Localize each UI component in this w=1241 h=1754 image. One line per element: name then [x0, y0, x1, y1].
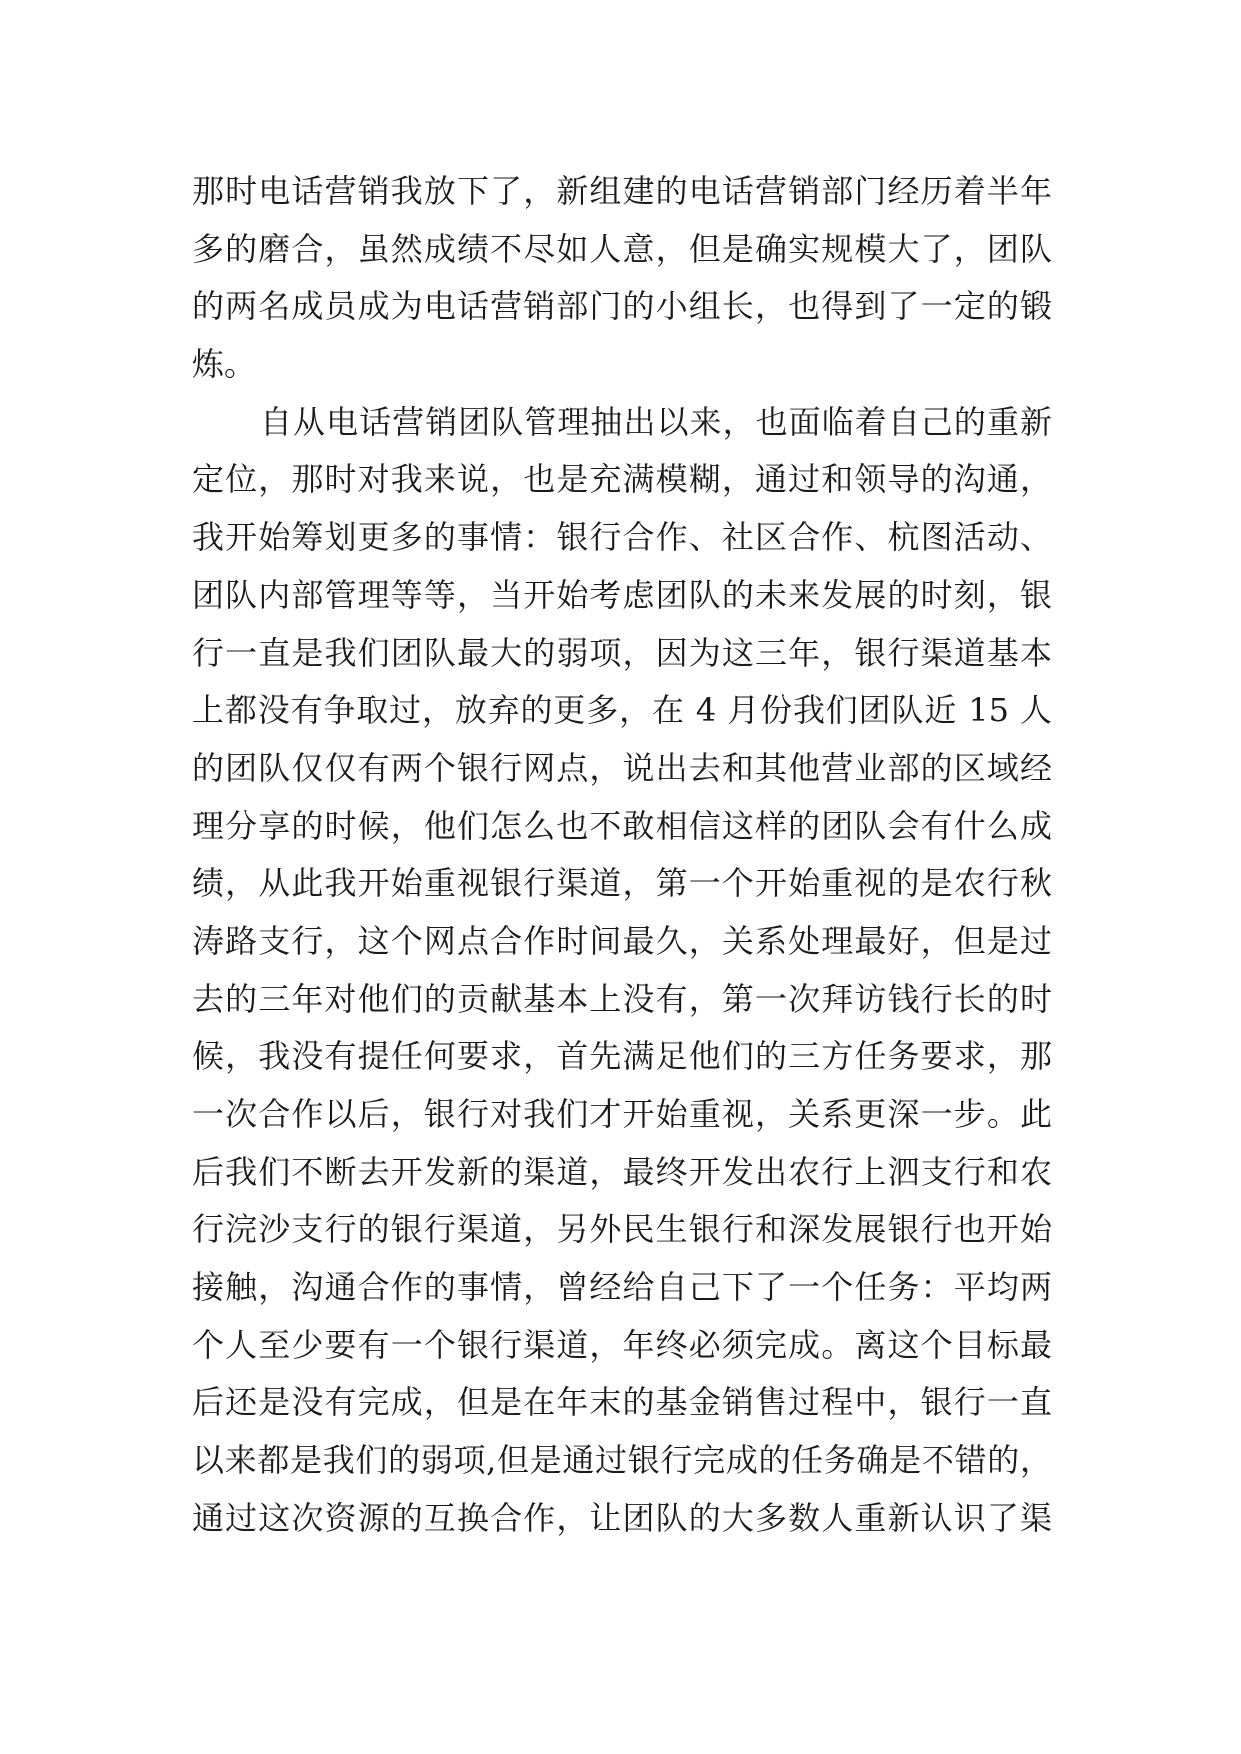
text-line: 行一直是我们团队最大的弱项，因为这三年，银行渠道基本	[192, 633, 1052, 672]
text-line: 行浣沙支行的银行渠道，另外民生银行和深发展银行也开始	[192, 1210, 1052, 1249]
text-line: 一次合作以后，银行对我们才开始重视，关系更深一步。此	[192, 1095, 1052, 1133]
text-line: 后我们不断去开发新的渠道，最终开发出农行上泗支行和农	[192, 1152, 1052, 1191]
text-line: 以来都是我们的弱项,但是通过银行完成的任务确是不错的，	[192, 1441, 1052, 1480]
text-line: 绩，从此我开始重视银行渠道，第一个开始重视的是农行秋	[192, 864, 1052, 903]
text-line: 理分享的时候，他们怎么也不敢相信这样的团队会有什么成	[192, 806, 1052, 845]
text-line: 我开始筹划更多的事情：银行合作、社区合作、杭图活动、	[192, 518, 1052, 557]
paragraph-end-line: 炼。	[192, 345, 257, 384]
text-line: 定位，那时对我来说，也是充满模糊，通过和领导的沟通，	[192, 460, 1052, 499]
text-line: 那时电话营销我放下了，新组建的电话营销部门经历着半年	[192, 172, 1052, 210]
text-line: 接触，沟通合作的事情，曾经给自己下了一个任务：平均两	[192, 1268, 1052, 1307]
body-text	[192, 163, 1052, 1548]
text-line: 的团队仅仅有两个银行网点，说出去和其他营业部的区域经	[192, 748, 1052, 787]
text-line: 涛路支行，这个网点合作时间最久，关系处理最好，但是过	[192, 921, 1052, 960]
text-line: 的两名成员成为电话营销部门的小组长，也得到了一定的锻	[192, 287, 1052, 326]
text-line: 团队内部管理等等，当开始考虑团队的未来发展的时刻，银	[192, 575, 1052, 614]
text-line: 候，我没有提任何要求，首先满足他们的三方任务要求，那	[192, 1037, 1052, 1076]
text-line: 通过这次资源的互换合作，让团队的大多数人重新认识了渠	[192, 1498, 1052, 1537]
text-line: 上都没有争取过，放弃的更多，在 4 月份我们团队近 15 人	[192, 691, 1052, 730]
text-line: 个人至少要有一个银行渠道，年终必须完成。离这个目标最	[192, 1325, 1052, 1364]
text-line: 多的磨合，虽然成绩不尽如人意，但是确实规模大了，团队	[192, 229, 1052, 268]
text-line: 去的三年对他们的贡献基本上没有，第一次拜访钱行长的时	[192, 979, 1052, 1018]
text-line: 后还是没有完成，但是在年末的基金销售过程中，银行一直	[192, 1383, 1052, 1422]
paragraph-start-line: 自从电话营销团队管理抽出以来，也面临着自己的重新	[260, 402, 1052, 441]
